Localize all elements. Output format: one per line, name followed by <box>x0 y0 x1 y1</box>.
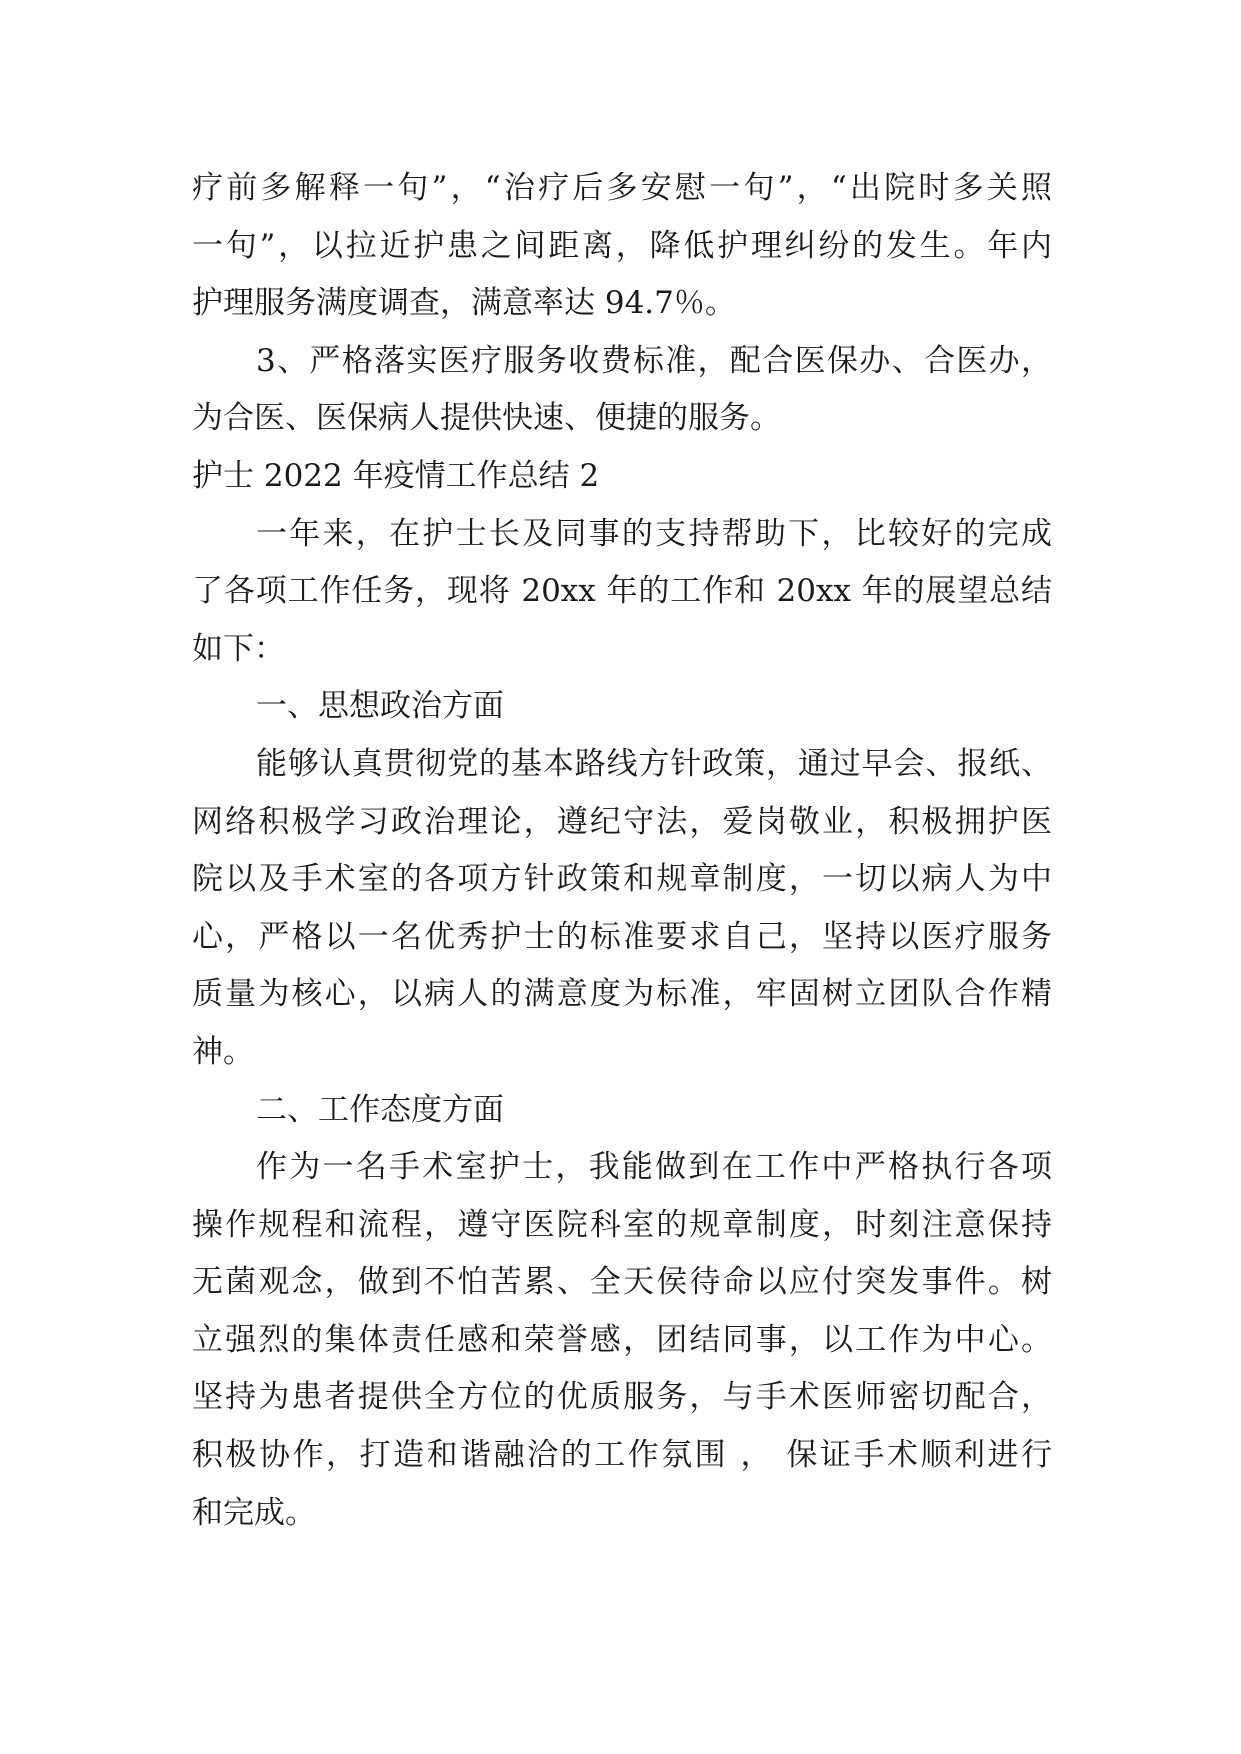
paragraph-line: 为合医、医保病人提供快速、便捷的服务。 <box>192 400 781 437</box>
paragraph-line: 操作规程和流程，遵守医院科室的规章制度，时刻注意保持 <box>192 1206 1052 1243</box>
paragraph-line: 疗前多解释一句”，“治疗后多安慰一句”，“出院时多关照 <box>192 170 1052 206</box>
paragraph-line: 一年来，在护士长及同事的支持帮助下，比较好的完成 <box>256 515 1052 552</box>
paragraph-line: 和完成。 <box>192 1494 316 1531</box>
paragraph-line: 了各项工作任务，现将 20xx 年的工作和 20xx 年的展望总结 <box>192 573 1052 610</box>
paragraph-line: 积极协作，打造和谐融洽的工作氛围 ， 保证手术顺利进行 <box>192 1437 1052 1474</box>
paragraph-line: 护理服务满度调查，满意率达 94.7％。 <box>192 285 736 322</box>
paragraph-line: 质量为核心，以病人的满意度为标准，牢固树立团队合作精 <box>192 976 1052 1013</box>
paragraph-line: 无菌观念，做到不怕苦累、全天侯待命以应付突发事件。树 <box>192 1264 1052 1301</box>
paragraph-line: 坚持为患者提供全方位的优质服务，与手术医师密切配合， <box>192 1379 1052 1416</box>
paragraph-line: 院以及手术室的各项方针政策和规章制度，一切以病人为中 <box>192 861 1052 898</box>
paragraph-line: 一句”，以拉近护患之间距离，降低护理纠纷的发生。年内 <box>192 227 1052 264</box>
paragraph-line: 3、严格落实医疗服务收费标准，配合医保办、合医办， <box>256 342 1052 379</box>
document-body <box>192 160 1052 1542</box>
paragraph-line: 立强烈的集体责任感和荣誉感，团结同事，以工作为中心。 <box>192 1321 1052 1358</box>
paragraph-line: 作为一名手术室护士，我能做到在工作中严格执行各项 <box>256 1149 1052 1186</box>
paragraph-line: 网络积极学习政治理论，遵纪守法，爱岗敬业，积极拥护医 <box>192 803 1052 840</box>
paragraph-line: 神。 <box>192 1033 254 1070</box>
paragraph-line: 如下： <box>192 630 285 667</box>
subsection-heading: 二、工作态度方面 <box>256 1091 504 1128</box>
section-title: 护士 2022 年疫情工作总结 2 <box>192 457 600 494</box>
subsection-heading: 一、思想政治方面 <box>256 688 504 725</box>
paragraph-line: 心，严格以一名优秀护士的标准要求自己，坚持以医疗服务 <box>192 918 1052 955</box>
paragraph-line: 能够认真贯彻党的基本路线方针政策，通过早会、报纸、 <box>256 745 1052 782</box>
